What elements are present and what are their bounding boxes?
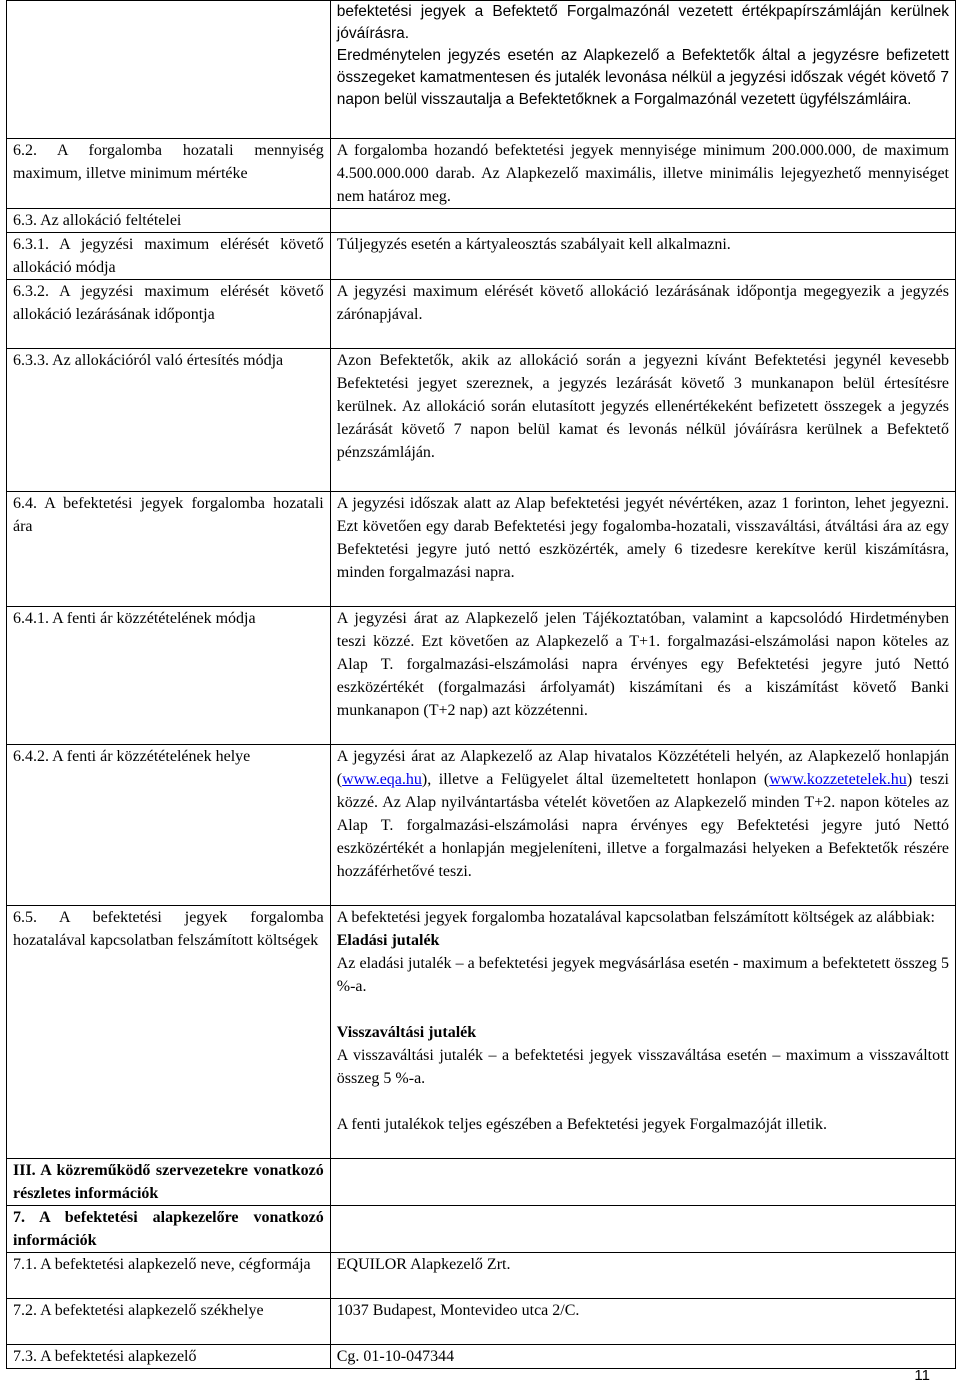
section-heading: 7. A befektetési alapkezelőre vonatkozó információk <box>7 1206 331 1253</box>
content-cell: A jegyzési időszak alatt az Alap befektetési jegyét névértéken, azaz 1 forinton, lehet jegyezni. Ezt követően egy darab Befektetési jegy fogalomba-hozatali, visszaváltási, átváltási ára az egy Befektetési jegyre jutó nettó eszközérték, amely 6 tizedesre kerekítve kerül kiszámításra, minden forgalmazási napra. <box>330 492 955 607</box>
table-row <box>7 233 956 280</box>
table-row <box>7 906 956 1159</box>
content-cell: A jegyzési maximum elérését követő allokáció lezárásának időpontja megegyezik a jegyzés zárónapjával. <box>330 280 955 349</box>
content-cell: Túljegyzés esetén a kártyaleosztás szabályait kell alkalmazni. <box>330 233 955 280</box>
table-row <box>7 1206 956 1253</box>
paragraph: A visszaváltási jutalék – a befektetési jegyek visszaváltása esetén – maximum a visszaváltott összeg 5 %-a. <box>336 1047 949 1087</box>
paragraph: Az eladási jutalék – a befektetési jegyek megvásárlása esetén - maximum a befektetett összeg 5 %-a. <box>336 955 949 995</box>
paragraph: A fenti jutalékok teljes egészében a Befektetési jegyek Forgalmazóját illetik. <box>336 1116 827 1133</box>
content-cell <box>330 1 955 139</box>
paragraph: befektetési jegyek a Befektető Forgalmazónál vezetett értékpapírszámláján kerülnek jóváírásra. <box>336 3 949 42</box>
paragraph: Az Alapkezelő maximális, illetve minimális lejegyezhető mennyiséget nem határoz meg. <box>336 165 949 205</box>
subheading-redemption-fee: Visszaváltási jutalék <box>336 1024 477 1041</box>
table-row <box>7 492 956 607</box>
paragraph: A forgalomba hozandó befektetési jegyek mennyisége minimum 200.000.000, de maximum 4.500.000.000 darab. <box>336 142 949 182</box>
label-cell: 6.3.3. Az allokációról való értesítés módja <box>7 349 331 492</box>
table-row <box>7 607 956 745</box>
label-cell: 7.2. A befektetési alapkezelő székhelye <box>7 1299 331 1345</box>
content-cell <box>330 1159 955 1206</box>
eqa-website-link[interactable]: www.eqa.hu <box>342 771 422 788</box>
section-heading: III. A közreműködő szervezetekre vonatkozó részletes információk <box>7 1159 331 1206</box>
label-cell: 6.5. A befektetési jegyek forgalomba hozatalával kapcsolatban felszámított költségek <box>7 906 331 1159</box>
content-cell: EQUILOR Alapkezelő Zrt. <box>330 1253 955 1299</box>
label-cell <box>7 1 331 139</box>
spacer <box>337 998 949 1021</box>
table-row <box>7 1159 956 1206</box>
content-cell <box>330 209 955 233</box>
paragraph-text: A jegyzési árat az Alapkezelő az Alap hivatalos Közzétételi helyén, az Alapkezelő honlapján ( <box>336 748 949 788</box>
document-table <box>6 0 956 1369</box>
spacer <box>337 1090 949 1113</box>
table-row <box>7 745 956 906</box>
paragraph-text: ) teszi közzé. Az Alap nyilvántartásba vételét követően az Alapkezelő minden T+2. napon köteles az Alap T. forgalmazási-elszámolási napra érvényes egy Befektetési jegyre jutó Nettó eszközértékét a honlapján megjeleníteni, illetve a forgalmazási helyeken a Befektetők részére hozzáférhetővé teszi. <box>336 771 949 880</box>
kozzetetelek-website-link[interactable]: www.kozzetetelek.hu <box>769 771 907 788</box>
label-cell: 7.1. A befektetési alapkezelő neve, cégformája <box>7 1253 331 1299</box>
label-cell: 6.4. A befektetési jegyek forgalomba hozatali ára <box>7 492 331 607</box>
content-cell <box>330 139 955 209</box>
table-row <box>7 349 956 492</box>
content-cell <box>330 745 955 906</box>
paragraph: A befektetési jegyek forgalomba hozatalával kapcsolatban felszámított költségek az alábbiak: <box>336 909 935 926</box>
content-cell: A jegyzési árat az Alapkezelő jelen Tájékoztatóban, valamint a kapcsolódó Hirdetményben teszi közzé. Ezt követően az Alapkezelő a T+1. forgalmazási-elszámolási napon köteles az Alap T. forgalmazási-elszámolási napra érvényes egy Befektetési jegyre jutó Nettó eszközértékét (forgalmazási árfolyamát) kiszámítani és a kiszámítást követő Banki munkanapon (T+2 nap) azt közzétenni. <box>330 607 955 745</box>
content-cell: Cg. 01-10-047344 <box>330 1345 955 1369</box>
table-row <box>7 139 956 209</box>
label-cell: 6.2. A forgalomba hozatali mennyiség maximum, illetve minimum mértéke <box>7 139 331 209</box>
page-number: 11 <box>914 1367 930 1384</box>
label-cell: 6.3. Az allokáció feltételei <box>7 209 331 233</box>
label-cell: 6.4.1. A fenti ár közzétételének módja <box>7 607 331 745</box>
table-row <box>7 280 956 349</box>
table-row <box>7 1253 956 1299</box>
content-cell: 1037 Budapest, Montevideo utca 2/C. <box>330 1299 955 1345</box>
content-cell <box>330 906 955 1159</box>
label-cell: 7.3. A befektetési alapkezelő <box>7 1345 331 1369</box>
content-cell: Azon Befektetők, akik az allokáció során a jegyezni kívánt Befektetési jegynél kevesebb Befektetési jegyet szereznek, a jegyzés lezárását követő 3 munkanapon belül értesítésre kerülnek. Az allokáció során elutasított jegyzés ellenértékeként befizetett összegek a jegyzés lezárását követő 7 napon belül kamat és levonás nélkül jóváírásra kerülnek a Befektető pénzszámláján. <box>330 349 955 492</box>
table-row <box>7 209 956 233</box>
table-row <box>7 1 956 139</box>
paragraph: Eredménytelen jegyzés esetén az Alapkezelő a Befektetők által a jegyzésre befizetett összegeket kamatmentesen és jutalék levonása nélkül a jegyzési időszak végét követő 7 napon belül visszautalja a Befektetőknek a Forgalmazónál vezetett ügyfélszámláira. <box>336 47 949 108</box>
content-cell <box>330 1206 955 1253</box>
label-cell: 6.4.2. A fenti ár közzétételének helye <box>7 745 331 906</box>
label-cell: 6.3.1. A jegyzési maximum elérését követő allokáció módja <box>7 233 331 280</box>
subheading-sales-fee: Eladási jutalék <box>336 932 440 949</box>
label-cell: 6.3.2. A jegyzési maximum elérését követő allokáció lezárásának időpontja <box>7 280 331 349</box>
paragraph-text: ), illetve a Felügyelet által üzemeltetett honlapon ( <box>421 771 770 788</box>
table-row <box>7 1345 956 1369</box>
table-row <box>7 1299 956 1345</box>
